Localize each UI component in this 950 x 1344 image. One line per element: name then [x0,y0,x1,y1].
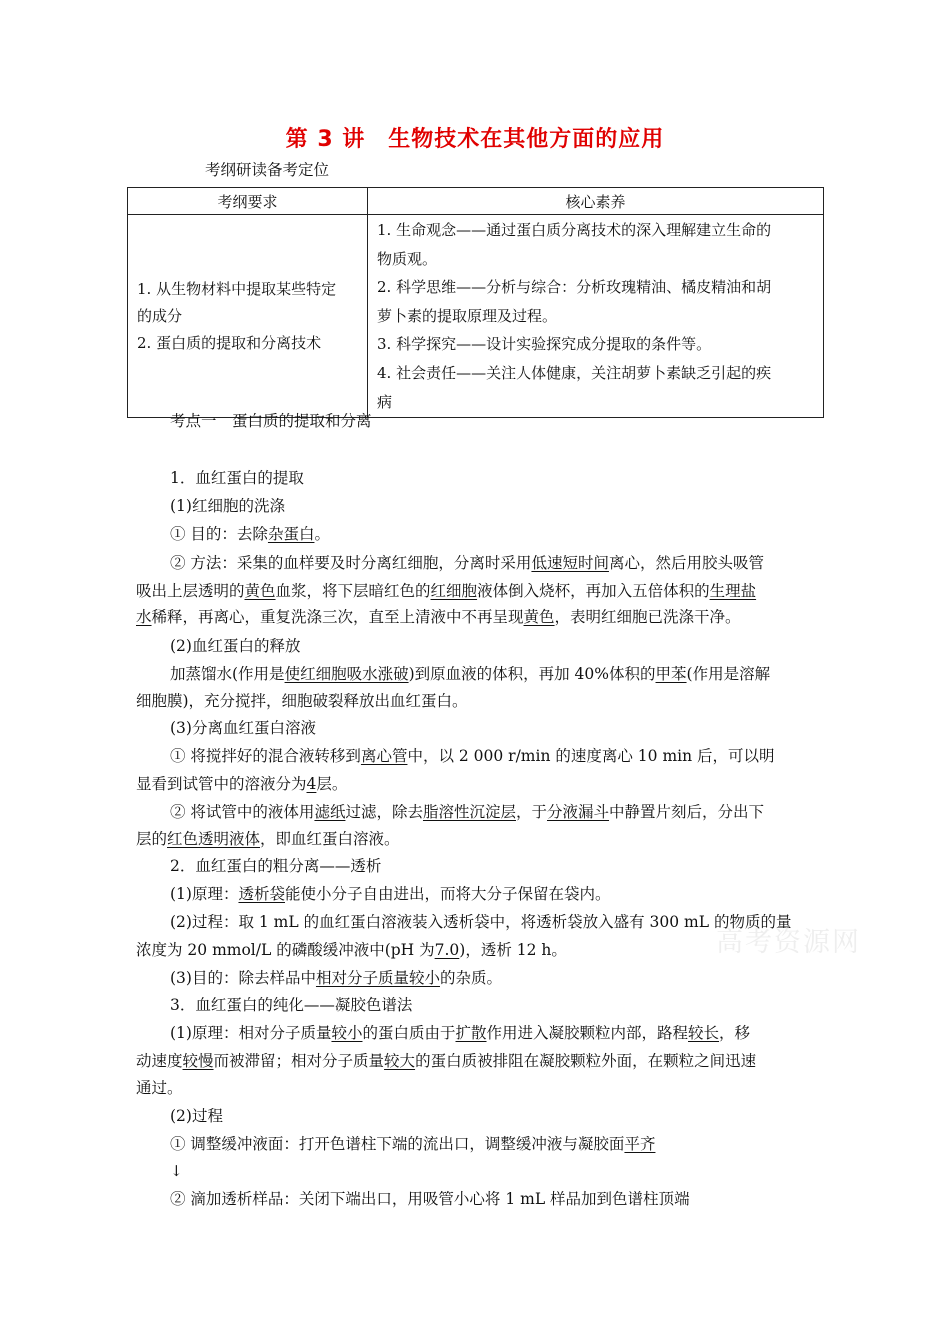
col-header-requirements: 考纲要求 [128,188,368,215]
text: 动速度 [136,1052,183,1070]
section-title: 考点一 蛋白质的提取和分离 [170,412,372,430]
paragraph-line [136,577,816,606]
text: ，移 [719,1024,751,1042]
text: 而被滞留；相对分子质量 [213,1052,385,1070]
heading-3: 3．血红蛋白的纯化——凝胶色谱法 [170,996,413,1014]
text: 液体倒入烧杯，再加入五倍体积的 [477,582,710,600]
text: )到原血液的体积，再加 40%体积的 [408,665,656,683]
text: ，表明红细胞已洗涤干净。 [554,608,741,626]
paragraph-line [170,1019,810,1048]
paragraph-line [170,742,810,771]
paragraph-line [136,603,816,632]
answer-blank: 低速短时间 [531,554,609,572]
answer-blank: 红细胞 [430,582,478,600]
requirements-cell [128,215,368,418]
requirement-line: 2. 蛋白质的提取和分离技术 [137,333,322,352]
answer-blank: 离心管 [360,747,408,765]
requirements-table [127,187,824,418]
answer-blank: 黄色 [523,608,555,626]
answer-blank: 水 [136,608,152,626]
text: 加蒸馏水(作用是 [170,665,285,683]
text: 的杂质。 [439,969,502,987]
heading-1-1: (1)红细胞的洗涤 [170,497,285,515]
heading-2: 2．血红蛋白的粗分离——透析 [170,857,382,875]
text: 中静置片刻后，分出下 [609,803,765,821]
text: (作用是溶解 [686,665,771,683]
literacy-line: 1. 生命观念——通过蛋白质分离技术的深入理解建立生命的 [377,221,772,239]
text: 显看到试管中的溶液分为 [136,775,307,793]
literacy-line: 3. 科学探究——设计实验探究成分提取的条件等。 [377,335,712,354]
text: 能使小分子自由进出，而将大分子保留在袋内。 [284,885,611,903]
text: ，于 [515,803,547,821]
text: (1)原理： [170,885,239,903]
text: ① 调整缓冲液面：打开色谱柱下端的流出口，调整缓冲液与凝胶面 [170,1135,625,1153]
literacy-line: 4. 社会责任——关注人体健康，关注胡萝卜素缺乏引起的疾 [377,363,772,382]
text: 中，以 2 000 r/min 的速度离心 10 min 后，可以明 [407,747,775,765]
text: 离心，然后用胶头吸管 [608,554,764,572]
text: 过滤，除去 [345,803,423,821]
col-header-literacy: 核心素养 [368,188,824,215]
answer-blank: 甲苯 [655,665,687,683]
literacy-line: 物质观。 [377,249,438,268]
answer-blank: 脂溶性沉淀层 [422,803,516,821]
paragraph-line: 通过。 [136,1079,183,1097]
heading-1-2: (2)血红蛋白的释放 [170,637,301,655]
paragraph-line [136,770,816,799]
paragraph-line: (2)过程：取 1 mL 的血红蛋白溶液装入透析袋中，将透析袋放入盛有 300 mL 的物质的量 [170,913,792,931]
answer-blank: 扩散 [455,1024,487,1042]
text: (3)目的：除去样品中 [170,969,316,987]
text: ① 将搅拌好的混合液转移到 [170,747,361,765]
text: 吸出上层透明的 [136,582,245,600]
heading-3-2: (2)过程 [170,1107,223,1125]
subheading: 考纲研读备考定位 [205,161,330,179]
paragraph-line [170,549,810,578]
text: )，透析 12 h。 [459,941,567,959]
text: 浓度为 20 mmol/L 的磷酸缓冲液中(pH 为 [136,941,435,959]
paragraph-line [170,520,810,549]
requirement-line: 的成分 [137,306,183,325]
answer-blank: 生理盐 [709,582,757,600]
text: 血浆，将下层暗红色的 [275,582,431,600]
answer-blank: 黄色 [244,582,276,600]
text: 层。 [316,775,348,793]
text: 层的 [136,830,168,848]
text: ，即血红蛋白溶液。 [260,830,400,848]
paragraph-line [136,1047,816,1076]
answer-blank: 使红细胞吸水涨破 [284,665,409,683]
answer-blank: 4 [306,775,317,793]
paragraph-line: ② 滴加透析样品：关闭下端出口，用吸管小心将 1 mL 样品加到色谱柱顶端 [170,1190,690,1208]
literacy-line: 2. 科学思维——分析与综合：分析玫瑰精油、橘皮精油和胡 [377,278,772,297]
page-title: 第 3 讲 生物技术在其他方面的应用 [285,127,665,152]
text: 的蛋白质被排阻在凝胶颗粒外面，在颗粒之间迅速 [415,1052,757,1070]
paragraph-line [170,660,810,689]
literacy-line: 病 [377,392,393,411]
answer-blank: 相对分子质量较小 [315,969,440,987]
requirement-line: 1. 从生物材料中提取某些特定 [137,279,337,298]
watermark: 高考资源网 [716,927,861,958]
text: ① 目的：去除 [170,525,268,543]
answer-blank: 较小 [331,1024,363,1042]
down-arrow-icon: ↓ [170,1162,183,1180]
text: 稀释，再离心，重复洗涤三次，直至上清液中不再呈现 [151,608,524,626]
text: 。 [314,525,330,543]
paragraph-line [170,1130,810,1159]
text: ② 方法：采集的血样要及时分离红细胞，分离时采用 [170,554,532,572]
literacy-cell [368,215,824,418]
literacy-line: 萝卜素的提取原理及过程。 [377,306,558,325]
paragraph-line [170,880,810,909]
answer-blank: 杂蛋白 [267,525,315,543]
text: 作用进入凝胶颗粒内部，路程 [486,1024,689,1042]
paragraph-line [136,936,816,965]
answer-blank: 透析袋 [238,885,285,903]
answer-blank: 较大 [384,1052,416,1070]
paragraph-line: 细胞膜)，充分搅拌，细胞破裂释放出血红蛋白。 [136,692,468,710]
heading-1-3: (3)分离血红蛋白溶液 [170,719,316,737]
text: ② 将试管中的液体用 [170,803,315,821]
answer-blank: 滤纸 [314,803,346,821]
answer-blank: 红色透明液体 [167,830,261,848]
answer-blank: 平齐 [624,1135,656,1153]
answer-blank: 较慢 [182,1052,214,1070]
text: 的蛋白质由于 [362,1024,456,1042]
paragraph-line [170,798,810,827]
paragraph-line [136,825,816,854]
heading-1: 1．血红蛋白的提取 [170,469,304,487]
text: (1)原理：相对分子质量 [170,1024,332,1042]
answer-blank: 7.0 [434,941,460,959]
answer-blank: 分液漏斗 [547,803,610,821]
answer-blank: 较长 [688,1024,720,1042]
paragraph-line [170,964,810,993]
